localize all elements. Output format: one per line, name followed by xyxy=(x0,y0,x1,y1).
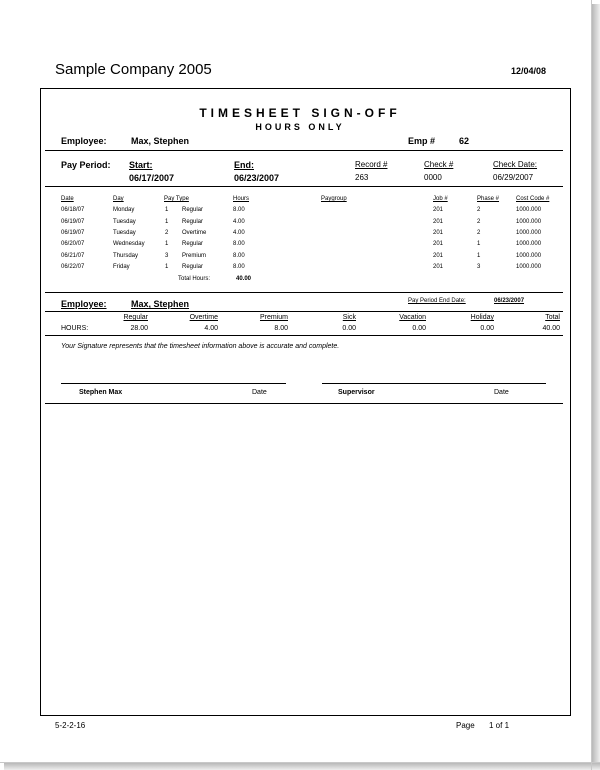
summary-col-sick: Sick xyxy=(342,314,356,321)
hours-label: HOURS: xyxy=(61,325,89,332)
employee-name: Max, Stephen xyxy=(131,136,190,146)
record-number: 263 xyxy=(355,173,369,182)
row-hours: 4.00 xyxy=(233,219,245,225)
row-cost-code: 1000.000 xyxy=(516,219,542,225)
summary-regular: 28.00 xyxy=(130,325,148,332)
summary-sick: 0.00 xyxy=(342,325,356,332)
report-title: TIMESHEET SIGN-OFF xyxy=(199,106,401,120)
signature-statement: Your Signature represents that the timesheet information above is accurate and complete. xyxy=(61,343,340,350)
row-cost-code: 1000.000 xyxy=(516,241,542,247)
signature-employee-name: Stephen Max xyxy=(79,389,123,396)
row-cost-code: 1000.000 xyxy=(516,230,542,236)
col-day: Day xyxy=(113,196,124,202)
col-paygroup: Paygroup xyxy=(321,196,347,202)
divider xyxy=(45,292,563,293)
row-pay-type: Regular xyxy=(182,207,204,213)
summary-employee-name: Max, Stephen xyxy=(131,299,190,309)
page-edge-bottom xyxy=(0,762,600,763)
row-day: Tuesday xyxy=(113,219,136,225)
report-subtitle: HOURS ONLY xyxy=(255,122,345,132)
summary-col-vacation: Vacation xyxy=(399,314,426,321)
signature-supervisor-label: Supervisor xyxy=(338,389,375,396)
pay-period-label: Pay Period: xyxy=(61,160,111,170)
summary-holiday: 0.00 xyxy=(480,325,494,332)
start-date: 06/17/2007 xyxy=(129,173,175,183)
pay-period-end-date: 06/23/2007 xyxy=(494,298,525,304)
signature-date-label: Date xyxy=(252,389,267,396)
page-shadow-bottom xyxy=(4,763,600,770)
row-phase: 2 xyxy=(477,219,481,225)
row-job: 201 xyxy=(433,241,444,247)
row-pay-type: Regular xyxy=(182,241,204,247)
row-hours: 8.00 xyxy=(233,253,245,259)
summary-total: 40.00 xyxy=(542,325,560,332)
company-name: Sample Company 2005 xyxy=(55,61,212,78)
row-job: 201 xyxy=(433,230,444,236)
row-job: 201 xyxy=(433,253,444,259)
row-pay-type-no: 1 xyxy=(165,219,169,225)
start-label: Start: xyxy=(129,160,153,170)
divider xyxy=(45,150,563,151)
summary-premium: 8.00 xyxy=(274,325,288,332)
row-hours: 8.00 xyxy=(233,207,245,213)
row-pay-type-no: 1 xyxy=(165,207,169,213)
row-date: 06/20/07 xyxy=(61,241,85,247)
summary-employee-label: Employee: xyxy=(61,299,107,309)
row-pay-type-no: 1 xyxy=(165,241,169,247)
row-date: 06/19/07 xyxy=(61,219,85,225)
check-date: 06/29/2007 xyxy=(493,173,534,182)
divider xyxy=(45,335,563,336)
row-phase: 1 xyxy=(477,241,481,247)
pay-period-end-label: Pay Period End Date: xyxy=(408,298,466,304)
row-phase: 3 xyxy=(477,264,481,270)
row-date: 06/22/07 xyxy=(61,264,85,270)
row-job: 201 xyxy=(433,264,444,270)
row-job: 201 xyxy=(433,207,444,213)
row-hours: 8.00 xyxy=(233,241,245,247)
footer-page-label: Page xyxy=(456,721,475,730)
divider xyxy=(45,186,563,187)
employee-signature-line xyxy=(61,383,286,384)
end-label: End: xyxy=(234,160,254,170)
supervisor-signature-line xyxy=(322,383,546,384)
row-cost-code: 1000.000 xyxy=(516,253,542,259)
row-cost-code: 1000.000 xyxy=(516,207,542,213)
row-day: Tuesday xyxy=(113,230,136,236)
footer-page-number: 1 of 1 xyxy=(489,721,510,730)
row-pay-type-no: 2 xyxy=(165,230,169,236)
row-pay-type: Premium xyxy=(182,253,207,259)
row-day: Thursday xyxy=(113,253,139,259)
summary-vacation: 0.00 xyxy=(412,325,426,332)
summary-col-total: Total xyxy=(545,314,560,321)
signature-date-label-2: Date xyxy=(494,389,509,396)
row-day: Monday xyxy=(113,207,135,213)
row-day: Friday xyxy=(113,264,130,270)
check-number: 0000 xyxy=(424,173,442,182)
row-pay-type: Overtime xyxy=(182,230,207,236)
row-date: 06/19/07 xyxy=(61,230,85,236)
report-date: 12/04/08 xyxy=(511,66,547,76)
divider xyxy=(45,311,563,312)
row-date: 06/18/07 xyxy=(61,207,85,213)
check-date-label: Check Date: xyxy=(493,160,538,169)
row-phase: 2 xyxy=(477,207,481,213)
row-date: 06/21/07 xyxy=(61,253,85,259)
col-phase: Phase # xyxy=(477,196,500,202)
row-pay-type: Regular xyxy=(182,264,204,270)
row-pay-type-no: 3 xyxy=(165,253,169,259)
summary-col-holiday: Holiday xyxy=(470,314,494,321)
col-pay-type: Pay Type xyxy=(164,196,189,202)
summary-col-overtime: Overtime xyxy=(189,314,218,321)
end-date: 06/23/2007 xyxy=(234,173,280,183)
summary-col-regular: Regular xyxy=(123,314,148,321)
report-frame xyxy=(40,88,571,716)
summary-col-premium: Premium xyxy=(259,314,288,321)
row-pay-type-no: 1 xyxy=(165,264,169,270)
total-hours: 40.00 xyxy=(236,276,252,282)
divider xyxy=(45,403,563,404)
total-hours-label: Total Hours: xyxy=(178,276,211,282)
row-cost-code: 1000.000 xyxy=(516,264,542,270)
row-pay-type: Regular xyxy=(182,219,204,225)
row-job: 201 xyxy=(433,219,444,225)
row-day: Wednesday xyxy=(113,241,145,247)
emp-number: 62 xyxy=(459,136,470,146)
record-label: Record # xyxy=(355,160,388,169)
footer-code: 5-2-2-16 xyxy=(55,721,86,730)
row-phase: 1 xyxy=(477,253,481,259)
row-phase: 2 xyxy=(477,230,481,236)
employee-label: Employee: xyxy=(61,136,107,146)
col-cost-code: Cost Code # xyxy=(516,196,550,202)
col-date: Date xyxy=(61,196,74,202)
row-hours: 4.00 xyxy=(233,230,245,236)
emp-number-label: Emp # xyxy=(408,136,436,146)
check-label: Check # xyxy=(424,160,454,169)
row-hours: 8.00 xyxy=(233,264,245,270)
col-job: Job # xyxy=(433,196,448,202)
col-hours: Hours xyxy=(233,196,250,202)
summary-overtime: 4.00 xyxy=(204,325,218,332)
